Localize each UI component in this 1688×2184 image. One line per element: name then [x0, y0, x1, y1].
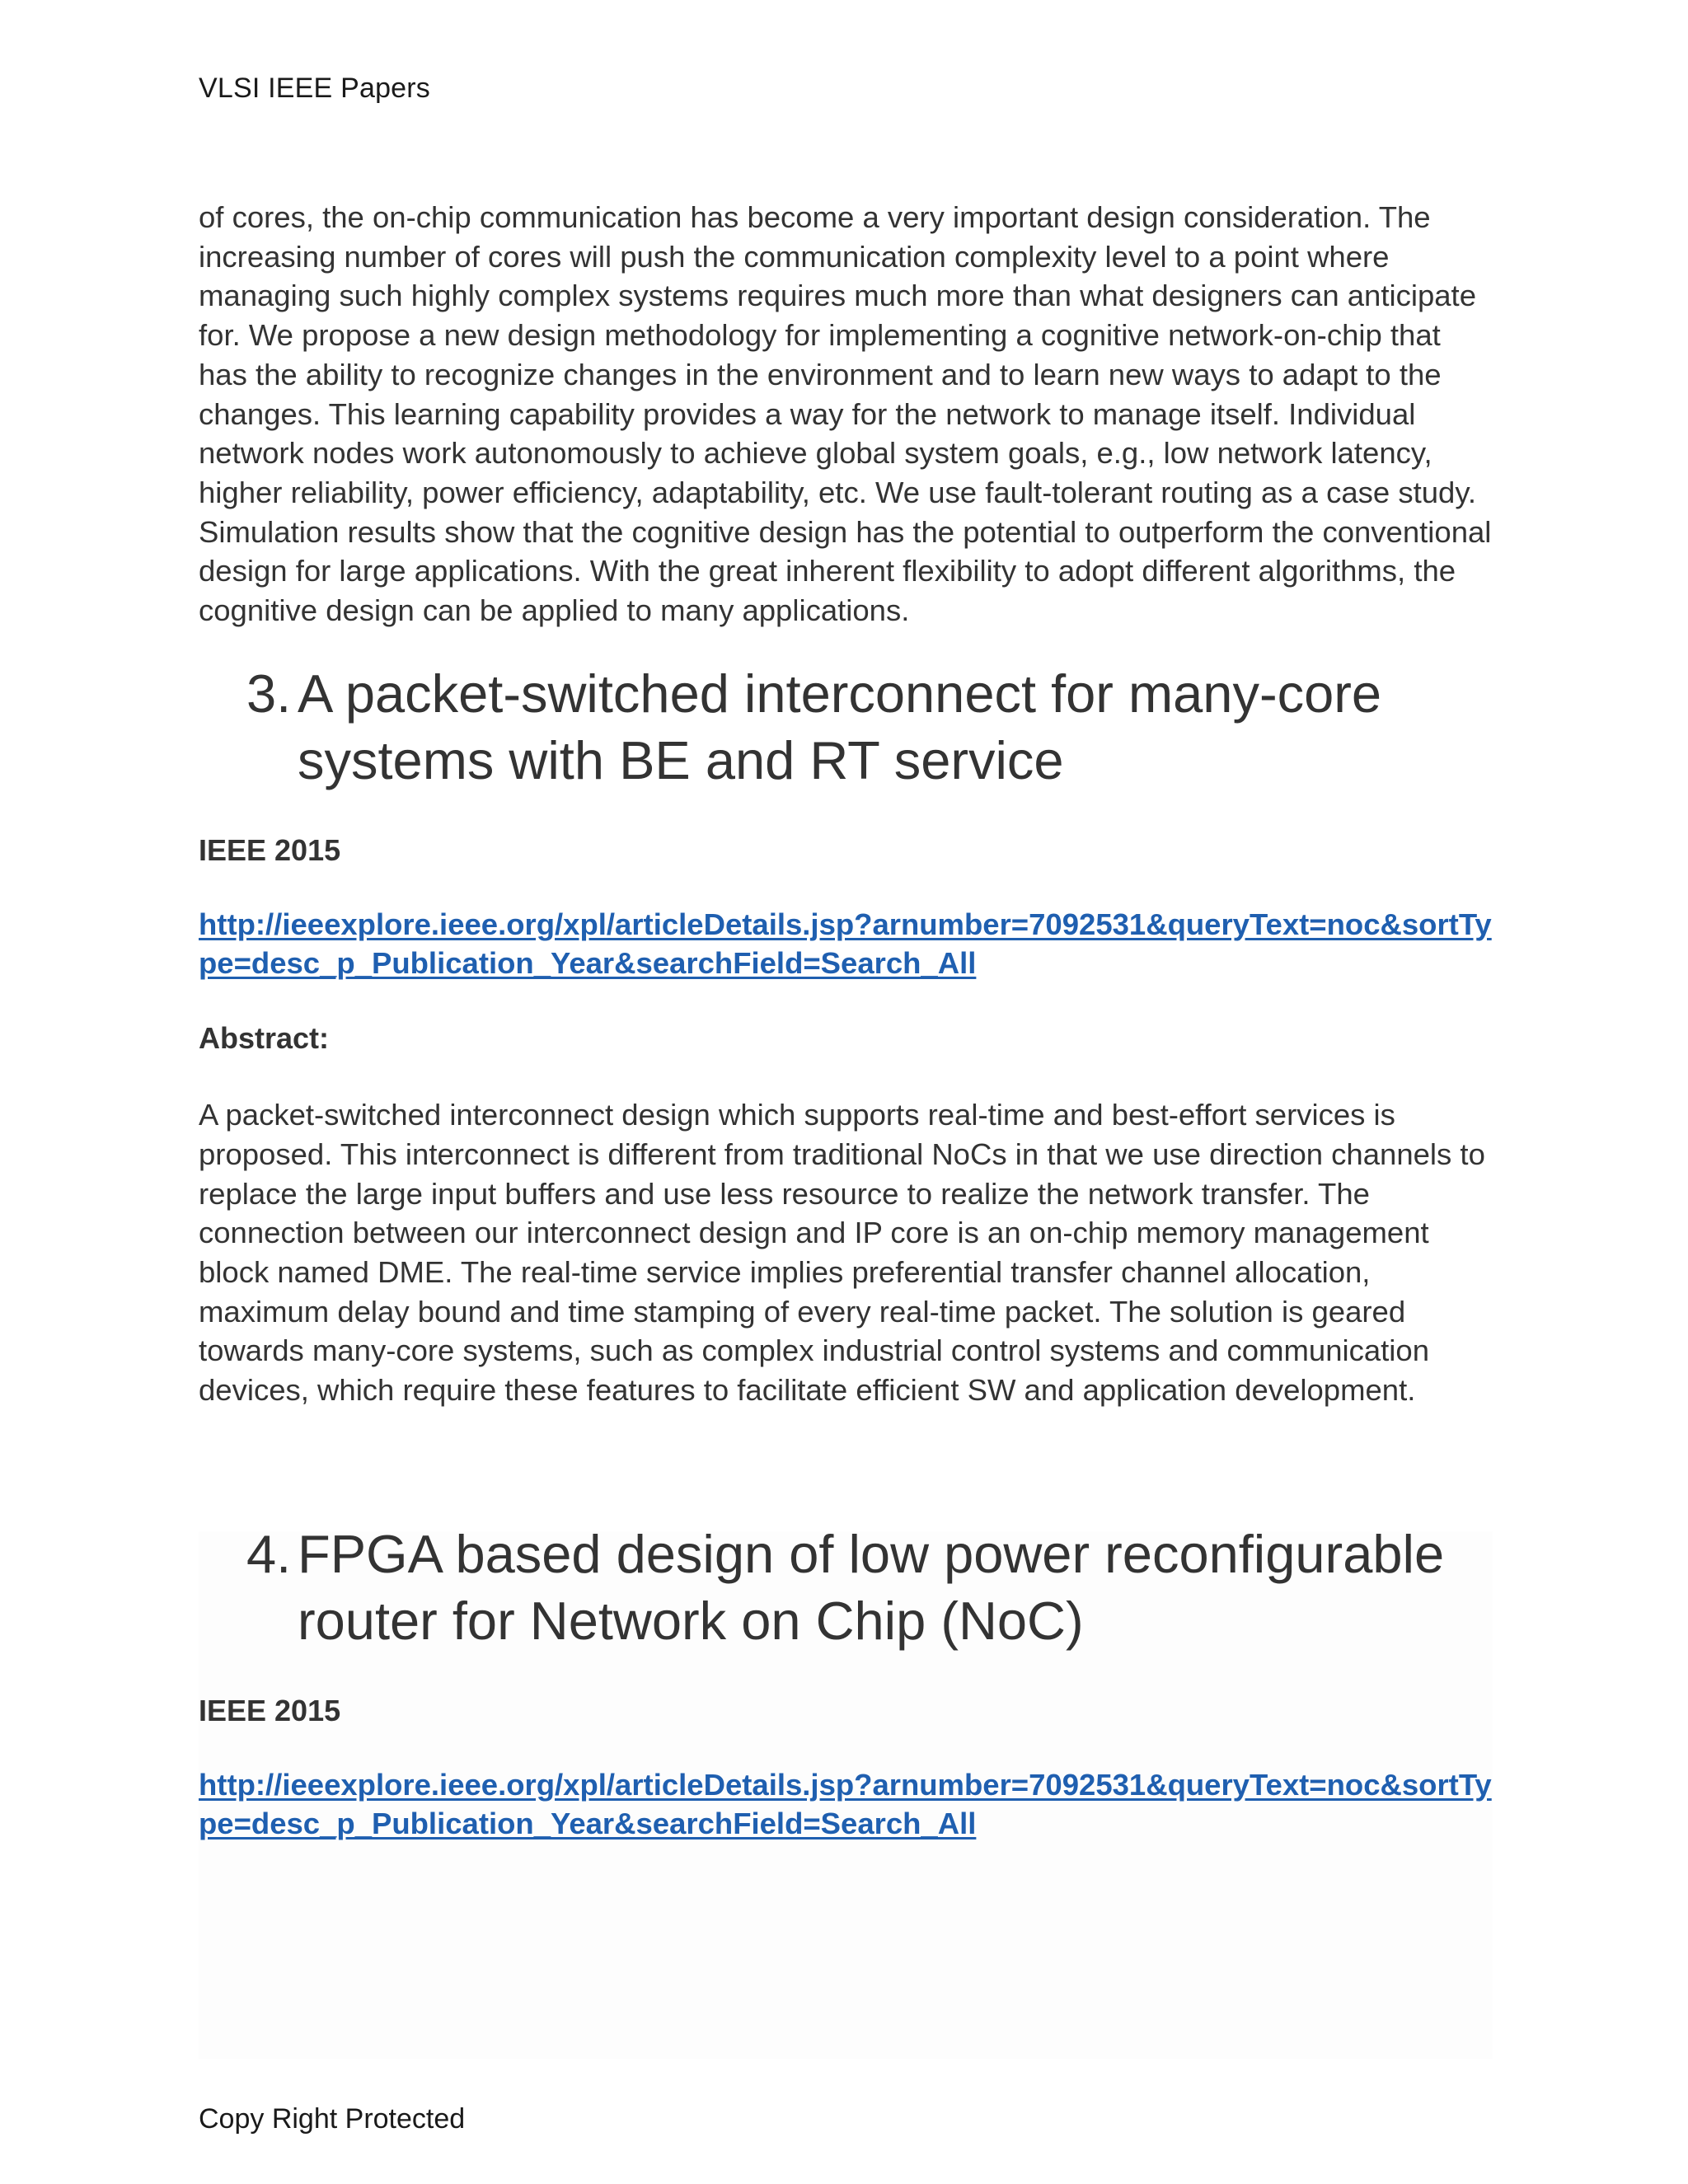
paper-3-abstract: A packet-switched interconnect design which supports real-time and best-effort services is proposed. This interconnect is different from traditional NoCs in that we use direction channels to replace the large input buffers and use less resource to realize the network transfer. The connection between our interconnect design and IP core is an on-chip memory management block named DME. The real-time service implies preferential transfer channel allocation, maximum delay bound and time stamping of every real-time packet. The solution is geared towards many-core systems, such as complex industrial control systems and communication devices, which require these features to facilitate efficient SW and application development.: [199, 1098, 1485, 1408]
paper-3-source: IEEE 2015: [199, 832, 341, 867]
paper-4-title: [199, 1521, 1493, 1654]
paper-3-title-text: A packet-switched interconnect for many-core systems with BE and RT service: [298, 663, 1382, 790]
paper-3-link[interactable]: http://ieeexplore.ieee.org/xpl/articleDetails.jsp?arnumber=7092531&queryText=noc&sortType=desc_p_Publication_Year&searchField=Search_All: [199, 907, 1492, 981]
paper-4-source: IEEE 2015: [199, 1693, 341, 1727]
paper-3-title: [199, 660, 1493, 794]
running-header: VLSI IEEE Papers: [199, 73, 431, 104]
paper-4-number: 4.: [246, 1523, 292, 1584]
paper-4-link[interactable]: http://ieeexplore.ieee.org/xpl/articleDetails.jsp?arnumber=7092531&queryText=noc&sortType=desc_p_Publication_Year&searchField=Search_All: [199, 1767, 1492, 1841]
page-content: [199, 198, 1493, 1844]
paper-4-title-text: FPGA based design of low power reconfigurable router for Network on Chip (NoC): [298, 1523, 1445, 1651]
running-footer: Copy Right Protected: [199, 2103, 466, 2135]
paper-3-number: 3.: [246, 663, 292, 724]
intro-paragraph: of cores, the on-chip communication has become a very important design consideration. The increasing number of cores will push the communication complexity level to a point where managing such highly complex systems requires much more than what designers can anticipate for. We propose a new design methodology for implementing a cognitive network-on-chip that has the ability to recognize changes in the environment and to learn new ways to adapt to the changes. This learning capability provides a way for the network to manage itself. Individual network nodes work autonomously to achieve global system goals, e.g., low network latency, higher reliability, power efficiency, adaptability, etc. We use fault-tolerant routing as a case study. Simulation results show that the cognitive design has the potential to outperform the conventional design for large applications. With the great inherent flexibility to adopt different algorithms, the cognitive design can be applied to many applications.: [199, 200, 1492, 628]
paper-3-abstract-label: Abstract:: [199, 1021, 330, 1056]
